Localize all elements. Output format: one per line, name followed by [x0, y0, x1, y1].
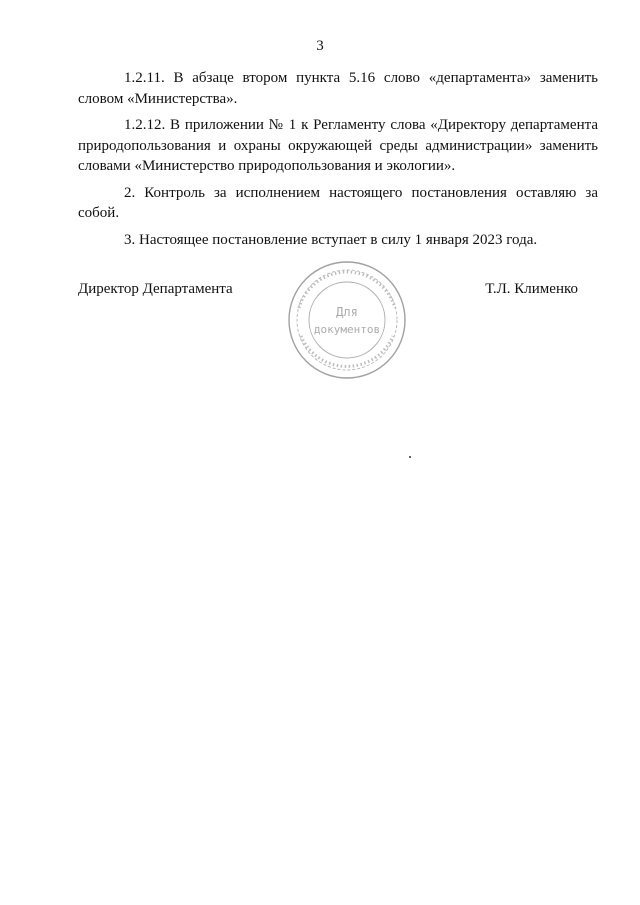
signer-title: Директор Департамента — [78, 281, 233, 297]
paragraph-2: 2. Контроль за исполнением настоящего постановления оставляю за собой. — [78, 184, 598, 221]
signer-name: Т.Л. Клименко — [485, 281, 578, 297]
stamp-text-line1: Для — [336, 305, 358, 319]
scan-artifact-dot — [409, 456, 411, 458]
seal-icon — [285, 258, 409, 382]
official-seal-stamp — [285, 258, 409, 382]
paragraph-1-2-12: 1.2.12. В приложении № 1 к Регламенту слова «Директору департамента природопользования и охраны окружающей среды администрации» заменить словами «Министерство природопользования и экологии». — [78, 117, 598, 174]
paragraph-3: 3. Настоящее постановление вступает в силу 1 января 2023 года. — [124, 231, 538, 248]
stamp-text-line2: документов — [313, 323, 381, 336]
document-body — [78, 68, 598, 256]
page-number: 3 — [316, 38, 324, 54]
paragraph-1-2-11: 1.2.11. В абзаце втором пункта 5.16 слово «департамента» заменить словом «Министерства». — [78, 70, 598, 107]
